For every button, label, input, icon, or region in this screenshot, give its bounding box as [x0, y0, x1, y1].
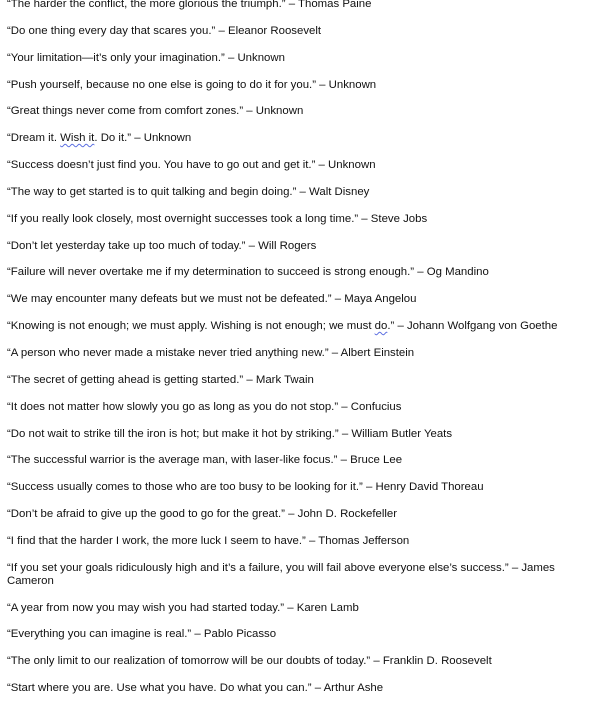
quote-paragraph[interactable]: “We may encounter many defeats but we must not be defeated.” – Maya Angelou	[7, 293, 417, 306]
quote-paragraph[interactable]: “Do not wait to strike till the iron is hot; but make it hot by striking.” – William Butler Yeats	[7, 427, 453, 440]
spellcheck-marked-word[interactable]: do	[374, 320, 388, 333]
quote-paragraph[interactable]: “Your limitation—it’s only your imagination.” – Unknown	[7, 51, 285, 64]
quote-paragraph[interactable]	[7, 320, 592, 333]
quote-paragraph[interactable]: “If you really look closely, most overnight successes took a long time.” – Steve Jobs	[7, 212, 428, 225]
quote-paragraph[interactable]: “The harder the conflict, the more glorious the triumph.” – Thomas Paine	[7, 0, 372, 10]
quote-paragraph[interactable]: “Do one thing every day that scares you.” – Eleanor Roosevelt	[7, 24, 322, 37]
quote-list	[7, 0, 592, 709]
quote-paragraph[interactable]: “A year from now you may wish you had started today.” – Karen Lamb	[7, 601, 359, 614]
quote-text: .” – Johann Wolfgang von Goethe	[387, 320, 558, 333]
quote-text: “Knowing is not enough; we must apply. Wishing is not enough; we must	[7, 320, 375, 333]
quote-paragraph[interactable]: “Success usually comes to those who are too busy to be looking for it.” – Henry David Thoreau	[7, 481, 484, 494]
quote-paragraph[interactable]: “Push yourself, because no one else is going to do it for you.” – Unknown	[7, 78, 377, 91]
quote-paragraph[interactable]	[7, 132, 592, 145]
quote-paragraph[interactable]: “I find that the harder I work, the more luck I seem to have.” – Thomas Jefferson	[7, 534, 410, 547]
spellcheck-marked-word[interactable]: Wish it	[60, 132, 95, 145]
quote-paragraph[interactable]: “If you set your goals ridiculously high and it’s a failure, you will fail above everyone else’s success.” – James Cameron	[7, 561, 555, 587]
quote-paragraph[interactable]: “Start where you are. Use what you have. Do what you can.” – Arthur Ashe	[7, 682, 384, 695]
quote-paragraph[interactable]: “Great things never come from comfort zones.” – Unknown	[7, 105, 304, 118]
quote-paragraph[interactable]: “Success doesn’t just find you. You have to go out and get it.” – Unknown	[7, 159, 376, 172]
quote-text: . Do it.” – Unknown	[94, 132, 192, 145]
quote-paragraph[interactable]: “The successful warrior is the average man, with laser-like focus.” – Bruce Lee	[7, 454, 403, 467]
quote-paragraph[interactable]: “The way to get started is to quit talking and begin doing.” – Walt Disney	[7, 185, 370, 198]
quote-paragraph[interactable]: “Don’t be afraid to give up the good to go for the great.” – John D. Rockefeller	[7, 508, 398, 521]
quote-paragraph[interactable]: “Don’t let yesterday take up too much of today.” – Will Rogers	[7, 239, 317, 252]
quote-paragraph[interactable]: “The secret of getting ahead is getting started.” – Mark Twain	[7, 373, 314, 386]
quote-paragraph[interactable]: “A person who never made a mistake never tried anything new.” – Albert Einstein	[7, 346, 415, 359]
quote-paragraph[interactable]: “The only limit to our realization of tomorrow will be our doubts of today.” – Franklin D. Roosevelt	[7, 655, 492, 668]
quote-paragraph[interactable]: “It does not matter how slowly you go as long as you do not stop.” – Confucius	[7, 400, 402, 413]
quote-text: “Dream it.	[7, 132, 61, 145]
quote-paragraph[interactable]: “Everything you can imagine is real.” – Pablo Picasso	[7, 628, 277, 641]
quote-paragraph[interactable]: “Failure will never overtake me if my determination to succeed is strong enough.” – Og Mandino	[7, 266, 489, 279]
